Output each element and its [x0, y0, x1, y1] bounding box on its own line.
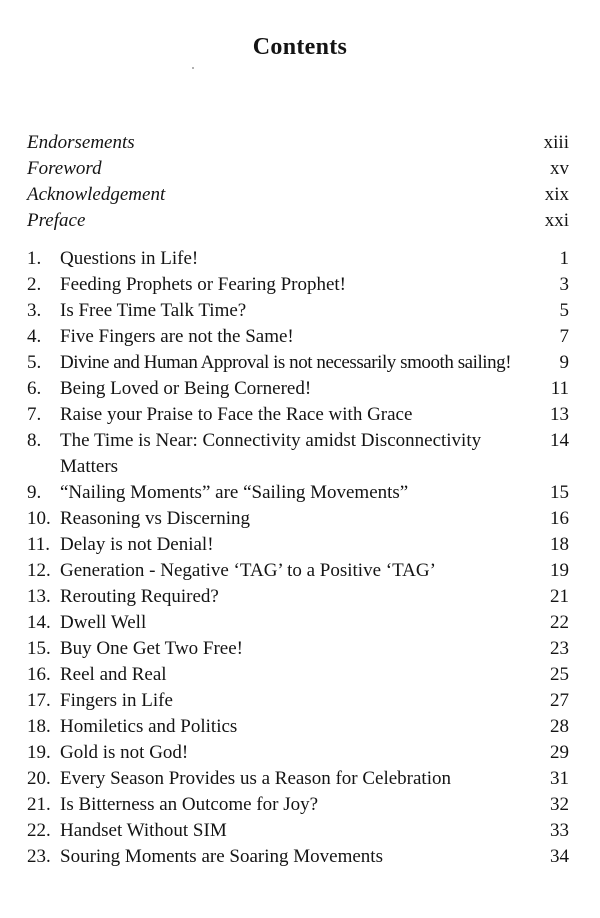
- toc-entry-chapter[interactable]: [27, 714, 569, 740]
- chapter-number: 11.: [27, 534, 51, 555]
- chapter-list: [27, 246, 569, 870]
- toc-entry-chapter[interactable]: [27, 766, 569, 792]
- toc-entry-chapter[interactable]: [27, 324, 569, 350]
- chapter-title: Questions in Life!: [60, 248, 199, 269]
- chapter-number: 15.: [27, 638, 51, 659]
- chapter-title: Handset Without SIM: [60, 820, 227, 841]
- toc-entry-chapter[interactable]: [27, 740, 569, 766]
- page-number: 11: [550, 378, 569, 399]
- page-number: xxi: [544, 210, 569, 231]
- chapter-title: Rerouting Required?: [60, 586, 219, 607]
- chapter-number: 10.: [27, 508, 51, 529]
- chapter-number: 8.: [27, 430, 42, 451]
- page-number: 19: [550, 560, 569, 581]
- chapter-number: 1.: [27, 248, 42, 269]
- toc-entry-chapter[interactable]: [27, 558, 569, 584]
- chapter-number: 14.: [27, 612, 51, 633]
- toc-entry-chapter[interactable]: [27, 792, 569, 818]
- chapter-title: Is Bitterness an Outcome for Joy?: [60, 794, 319, 815]
- entry-label: Foreword: [27, 158, 102, 179]
- chapter-title: Dwell Well: [60, 612, 147, 633]
- toc-entry-chapter[interactable]: [27, 636, 569, 662]
- toc-entry-chapter[interactable]: [27, 428, 569, 480]
- page-number: 27: [550, 690, 569, 711]
- chapter-number: 17.: [27, 690, 51, 711]
- page-title: Contents: [252, 34, 348, 60]
- page-number: 33: [550, 820, 569, 841]
- page-number: 31: [550, 768, 569, 789]
- chapter-title: Generation - Negative ‘TAG’ to a Positive ‘TAG’: [60, 560, 436, 581]
- chapter-title: Divine and Human Approval is not necessarily smooth sailing!: [60, 352, 512, 373]
- chapter-title: Reasoning vs Discerning: [60, 508, 250, 529]
- page-number: 5: [559, 300, 569, 321]
- chapter-number: 7.: [27, 404, 42, 425]
- chapter-number: 18.: [27, 716, 51, 737]
- page-number: 3: [559, 274, 569, 295]
- chapter-number: 5.: [27, 352, 42, 373]
- chapter-title: Gold is not God!: [60, 742, 189, 763]
- chapter-title: “Nailing Moments” are “Sailing Movements”: [60, 482, 409, 503]
- chapter-title: Being Loved or Being Cornered!: [60, 378, 312, 399]
- chapter-number: 6.: [27, 378, 42, 399]
- chapter-number: 21.: [27, 794, 51, 815]
- chapter-title: Five Fingers are not the Same!: [60, 326, 294, 347]
- chapter-title: Buy One Get Two Free!: [60, 638, 244, 659]
- toc-entry-front[interactable]: [27, 208, 569, 234]
- toc-entry-chapter[interactable]: [27, 844, 569, 870]
- toc-entry-chapter[interactable]: [27, 532, 569, 558]
- page-number: 1: [559, 248, 569, 269]
- toc-entry-chapter[interactable]: [27, 610, 569, 636]
- chapter-title: Raise your Praise to Face the Race with Grace: [60, 404, 413, 425]
- page-number: 34: [550, 846, 569, 867]
- chapter-number: 23.: [27, 846, 51, 867]
- toc-entry-front[interactable]: [27, 182, 569, 208]
- chapter-number: 9.: [27, 482, 42, 503]
- chapter-title: Is Free Time Talk Time?: [60, 300, 247, 321]
- page-number: 7: [559, 326, 569, 347]
- speck: [192, 67, 194, 69]
- page-number: xix: [544, 184, 569, 205]
- chapter-title: Fingers in Life: [60, 690, 173, 711]
- page-number: 25: [550, 664, 569, 685]
- toc-entry-chapter[interactable]: [27, 818, 569, 844]
- page-number: xv: [550, 158, 569, 179]
- toc-entry-chapter[interactable]: [27, 350, 569, 376]
- page-number: 16: [550, 508, 569, 529]
- chapter-number: 13.: [27, 586, 51, 607]
- page-number: xiii: [543, 132, 569, 153]
- page-number: 9: [559, 352, 569, 373]
- page-number: 21: [550, 586, 569, 607]
- front-matter-list: [27, 130, 569, 234]
- toc-entry-chapter[interactable]: [27, 376, 569, 402]
- toc-entry-chapter[interactable]: [27, 272, 569, 298]
- page-number: 22: [550, 612, 569, 633]
- chapter-number: 4.: [27, 326, 42, 347]
- chapter-title: Every Season Provides us a Reason for Celebration: [60, 768, 451, 789]
- page-number: 15: [550, 482, 569, 503]
- page-number: 14: [550, 430, 569, 451]
- chapter-number: 2.: [27, 274, 42, 295]
- toc-entry-chapter[interactable]: [27, 584, 569, 610]
- page-number: 29: [550, 742, 569, 763]
- toc-entry-chapter[interactable]: [27, 402, 569, 428]
- chapter-number: 19.: [27, 742, 51, 763]
- chapter-number: 22.: [27, 820, 51, 841]
- chapter-title: Feeding Prophets or Fearing Prophet!: [60, 274, 347, 295]
- toc-entry-chapter[interactable]: [27, 506, 569, 532]
- chapter-number: 20.: [27, 768, 51, 789]
- entry-label: Acknowledgement: [27, 184, 166, 205]
- toc-entry-chapter[interactable]: [27, 246, 569, 272]
- chapter-number: 12.: [27, 560, 51, 581]
- toc-entry-chapter[interactable]: [27, 298, 569, 324]
- toc-entry-chapter[interactable]: [27, 480, 569, 506]
- page-number: 18: [550, 534, 569, 555]
- chapter-number: 16.: [27, 664, 51, 685]
- page-number: 13: [550, 404, 569, 425]
- chapter-number: 3.: [27, 300, 42, 321]
- chapter-title: Delay is not Denial!: [60, 534, 214, 555]
- chapter-title: Souring Moments are Soaring Movements: [60, 846, 383, 867]
- entry-label: Preface: [27, 210, 86, 231]
- toc-entry-chapter[interactable]: [27, 688, 569, 714]
- chapter-title: Reel and Real: [60, 664, 167, 685]
- entry-label: Endorsements: [27, 132, 135, 153]
- chapter-title: The Time is Near: Connectivity amidst Disconnectivity Matters: [60, 430, 482, 477]
- toc-entry-front[interactable]: [27, 130, 569, 156]
- page-number: 23: [550, 638, 569, 659]
- chapter-title: Homiletics and Politics: [60, 716, 238, 737]
- page-number: 32: [550, 794, 569, 815]
- page-number: 28: [550, 716, 569, 737]
- toc-entry-front[interactable]: [27, 156, 569, 182]
- toc-entry-chapter[interactable]: [27, 662, 569, 688]
